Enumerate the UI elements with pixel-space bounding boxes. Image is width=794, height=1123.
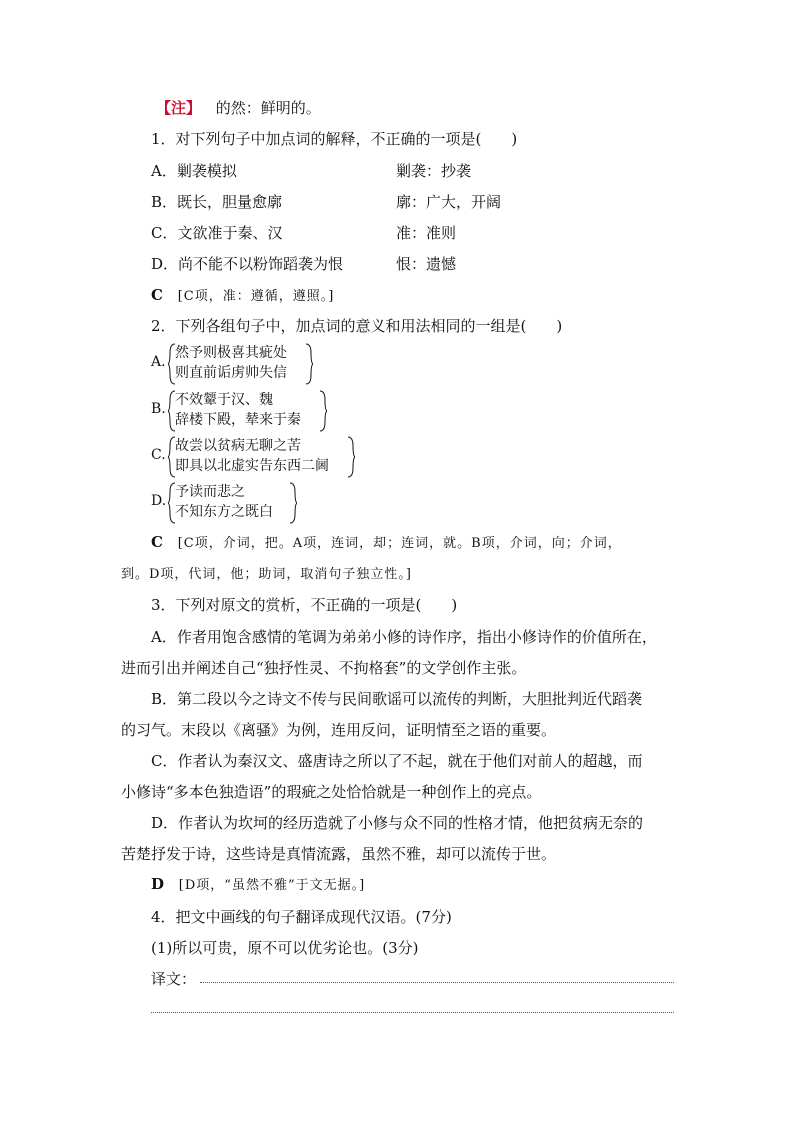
q4-sub1: (1)所以可贵，原不可以优劣论也。(3分) [151,939,419,957]
note-tag: 【注】 [156,99,202,117]
right-brace-icon [347,436,355,478]
q3-option-c-line2: 小修诗“多本色独造语”的瑕疵之处恰恰就是一种创作上的亮点。 [121,783,542,801]
q2-option-d-label: D. [151,493,167,509]
right-brace-icon [289,482,297,524]
note-line [156,97,321,118]
q4-stem: 4．把文中画线的句子翻译成现代汉语。(7分) [151,908,452,926]
q1-answer-letter: C [151,286,163,304]
q2-option-a-line2: 则直前诟虏帅失信 [175,365,287,381]
q2-option-b-line2: 辞楼下殿，辇来于秦 [175,412,301,428]
q3-option-d-line1: D．作者认为坎坷的经历造就了小修与众不同的性格才情，他把贫病无奈的 [151,814,644,832]
right-brace-icon [305,343,313,385]
q2-option-d [151,482,301,524]
q3-answer [151,874,365,893]
q3-answer-letter: D [151,875,165,893]
q2-option-b [151,390,331,432]
translation-answer-line[interactable] [200,982,674,983]
q2-option-b-line1: 不效颦于汉、魏 [175,392,273,408]
q2-option-c-line1: 故尝以贫病无聊之苦 [175,438,301,454]
q2-option-a-line1: 然予则极喜其疵处 [175,345,287,361]
translation-label: 译文： [151,970,197,988]
q2-answer-letter: C [151,533,163,551]
q2-stem: 2．下列各组句子中，加点词的意义和用法相同的一组是( ) [151,317,563,335]
q3-option-a-line1: A．作者用饱含感情的笔调为弟弟小修的诗作序，指出小修诗作的价值所在， [151,628,657,646]
q3-answer-text: [D项，“虽然不雅”于文无据。] [178,878,366,893]
q1-option-b: B．既长，胆量愈廓 [151,193,283,211]
note-text: 的然：鲜明的。 [215,99,321,117]
q2-option-d-line2: 不知东方之既白 [175,504,273,520]
q1-answer-text: [C项，准：遵循，遵照。] [177,289,335,304]
q2-answer [151,532,622,551]
q3-option-a-line2: 进而引出并阐述自己“独抒性灵、不拘格套”的文学创作主张。 [121,659,527,677]
q3-stem: 3．下列对原文的赏析，不正确的一项是( ) [151,596,458,614]
q2-option-a-label: A. [151,354,166,370]
q2-option-c-label: C. [151,447,166,463]
q3-option-d-line2: 苦楚抒发于诗，这些诗是真情流露，虽然不雅，却可以流传于世。 [121,845,557,863]
q3-option-c-line1: C．作者认为秦汉文、盛唐诗之所以了不起，就在于他们对前人的超越，而 [151,752,643,770]
q1-option-c-explain: 准：准则 [396,224,457,242]
q2-answer-text-2: 到。D项，代词，他；助词，取消句子独立性。] [121,567,412,582]
q2-option-a [151,343,321,385]
q1-stem: 1．对下列句子中加点词的解释，不正确的一项是( ) [151,130,518,148]
q2-option-d-line1: 予读而悲之 [175,484,245,500]
q2-answer-text-1: [C项，介词，把。A项，连词，却；连词，就。B项，介词，向；介词， [177,536,622,551]
q3-option-b-line2: 的习气。末段以《离骚》为例，连用反问，证明情至之语的重要。 [121,721,557,739]
q2-option-c-line2: 即具以北虚实告东西二阃 [175,458,329,474]
q2-option-c [151,436,361,478]
q1-answer [151,285,334,304]
q1-option-a: A．剿袭模拟 [151,162,237,180]
right-brace-icon [319,390,327,432]
q3-option-b-line1: B．第二段以今之诗文不传与民间歌谣可以流传的判断，大胆批判近代蹈袭 [151,690,643,708]
q1-option-d: D．尚不能不以粉饰蹈袭为恨 [151,255,344,273]
q1-option-a-explain: 剿袭：抄袭 [396,162,472,180]
q1-option-b-explain: 廓：广大，开阔 [396,193,502,211]
translation-answer-line-2[interactable] [151,1012,674,1013]
q1-option-d-explain: 恨：遗憾 [396,255,457,273]
q1-option-c: C．文欲准于秦、汉 [151,224,283,242]
q2-option-b-label: B. [151,401,166,417]
